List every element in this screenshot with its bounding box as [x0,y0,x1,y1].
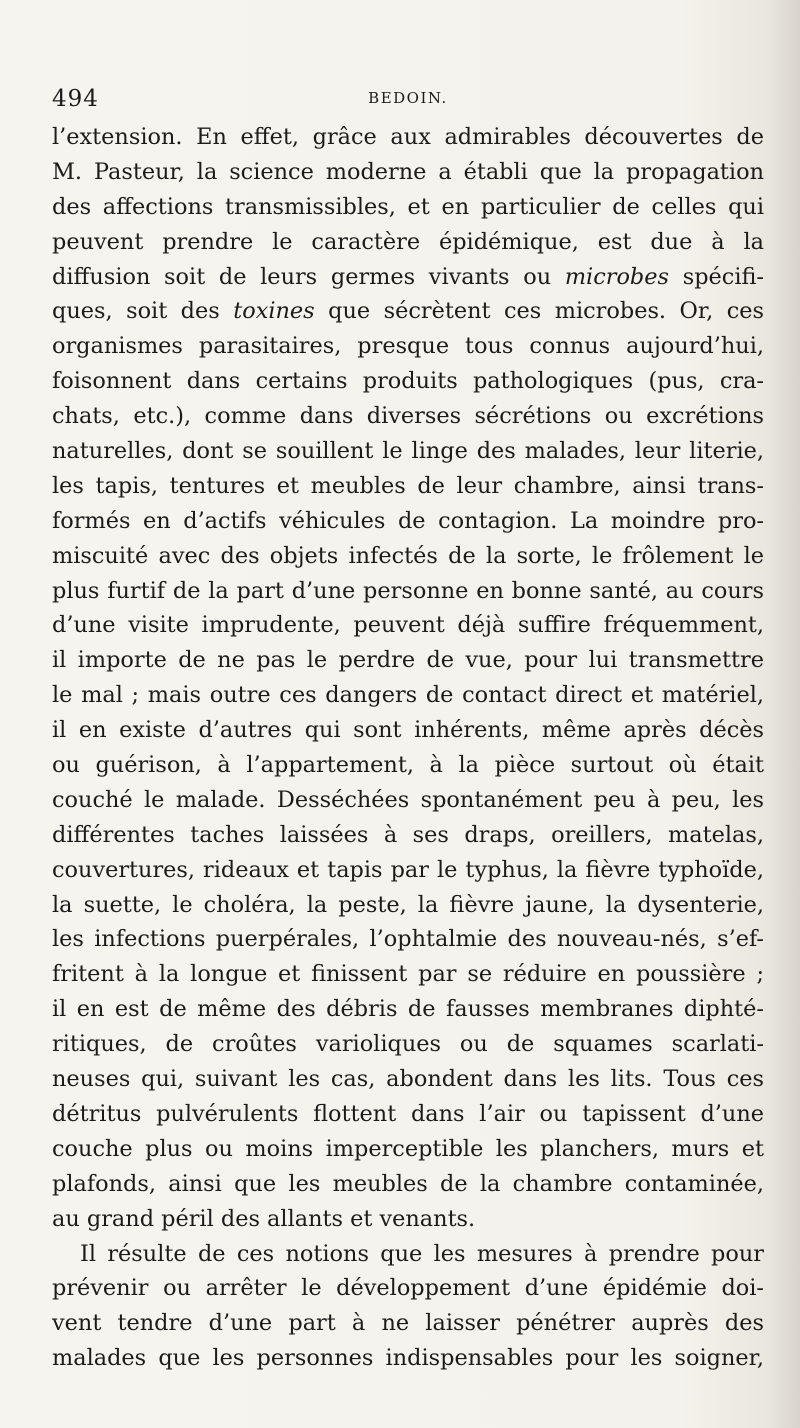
text-line: il en est de même des débris de fausses membranes diphté- [52,996,764,1023]
text-line: couche plus ou moins imperceptible les planchers, murs et [52,1135,764,1162]
text-line: fritent à la longue et finissent par se réduire en poussière ; [52,961,764,988]
text-line: la suette, le choléra, la peste, la fièvre jaune, la dysenterie, [52,891,764,918]
text-line: il en existe d’autres qui sont inhérents, même après décès [52,717,764,744]
text-line: au grand péril des allants et venants. [52,1205,476,1232]
text-line: détritus pulvérulents flottent dans l’air ou tapissent d’une [52,1100,764,1127]
text-line [52,294,764,329]
text-line: neuses qui, suivant les cas, abondent dans les lits. Tous ces [52,1066,764,1093]
text-line: ou guérison, à l’appartement, à la pièce surtout où était [52,752,764,779]
text-line: peuvent prendre le caractère épidémique, est due à la [52,228,764,255]
text-line: foisonnent dans certains produits pathologiques (pus, cra- [52,368,764,395]
text-segment: spécifi- [669,263,764,290]
running-head: BEDOIN. [368,89,448,107]
text-line: couché le malade. Desséchées spontanément peu à peu, les [52,786,764,813]
page-number: 494 [52,86,99,112]
text-line: M. Pasteur, la science moderne a établi que la propagation [52,158,764,185]
text-line: l’extension. En effet, grâce aux admirables découvertes de [52,124,764,150]
text-line: plafonds, ainsi que les meubles de la chambre contaminée, [52,1170,764,1197]
text-line: plus furtif de la part d’une personne en bonne santé, au cours [52,577,764,604]
italic-term: toxines [233,298,315,325]
text-line: miscuité avec des objets infectés de la sorte, le frôlement le [52,542,764,569]
italic-term: microbes [564,263,670,290]
text-line: des affections transmissibles, et en particulier de celles qui [52,193,764,220]
text-line: Il résulte de ces notions que les mesures à prendre pour [80,1240,764,1267]
text-line: différentes taches laissées à ses draps, oreillers, matelas, [52,821,764,848]
text-segment: ques, soit des [52,298,234,325]
text-line: les tapis, tentures et meubles de leur chambre, ainsi trans- [52,472,764,499]
text-line: les infections puerpérales, l’ophtalmie des nouveau-nés, s’ef- [52,926,764,953]
text-segment: diffusion soit de leurs germes vivants ou [52,263,565,290]
text-segment: que sécrètent ces microbes. Or, ces [314,298,764,325]
text-line: vent tendre d’une part à ne laisser pénétrer auprès des [52,1310,764,1337]
text-line: naturelles, dont se souillent le linge des malades, leur literie, [52,438,764,465]
text-line: chats, etc.), comme dans diverses sécrétions ou excrétions [52,403,764,430]
body-text [52,120,764,1376]
text-line [52,260,764,295]
text-line: d’une visite imprudente, peuvent déjà suffire fréquemment, [52,612,764,639]
text-line: ritiques, de croûtes varioliques ou de squames scarlati- [52,1031,764,1058]
text-line: le mal ; mais outre ces dangers de contact direct et matériel, [52,682,764,709]
text-line: couvertures, rideaux et tapis par le typhus, la fièvre typhoïde, [52,856,764,883]
text-line: formés en d’actifs véhicules de contagion. La moindre pro- [52,507,764,534]
page-header [52,86,764,116]
text-line: il importe de ne pas le perdre de vue, pour lui transmettre [52,647,764,674]
text-line: malades que les personnes indispensables pour les soigner, [52,1345,764,1372]
text-line: organismes parasitaires, presque tous connus aujourd’hui, [52,333,764,360]
text-line: prévenir ou arrêter le développement d’une épidémie doi- [52,1275,764,1302]
